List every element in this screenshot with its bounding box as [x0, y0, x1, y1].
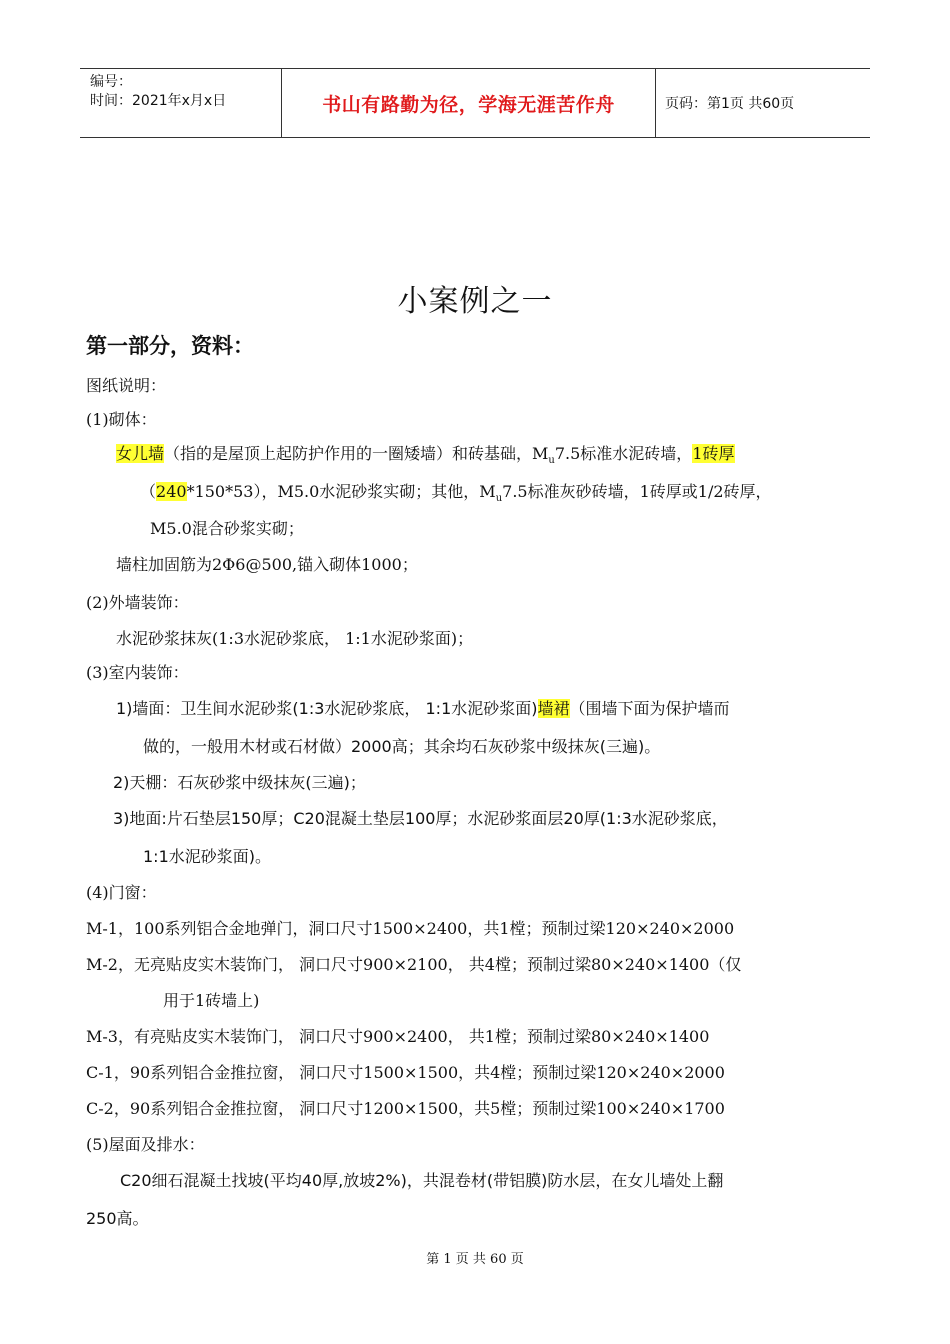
page-footer: 第 1 页 共 60 页: [426, 1252, 524, 1267]
line-c2: C-2，90系列铝合金推拉窗， 洞口尺寸1200×1500，共5樘；预制过梁100×240×1700: [86, 1099, 725, 1118]
line-masonry: (1)砌体：: [86, 410, 157, 429]
line-roof-detail: C20细石混凝土找坡(平均40厚,放坡2%)，共混卷材(带铝膜)防水层，在女儿墙处上翻: [120, 1171, 724, 1190]
line-m2: M-2，无亮贴皮实木装饰门， 洞口尺寸900×2100， 共4樘；预制过梁80×240×1400（仅: [86, 955, 742, 974]
highlight-dado: 墙裙: [537, 699, 570, 718]
line-ceiling: 2)天棚：石灰砂浆中级抹灰(三遍)；: [113, 773, 366, 792]
line-wall-finish: 1)墙面：卫生间水泥砂浆(1:3水泥砂浆底， 1:1水泥砂浆面)墙裙（围墙下面为保护墙而: [116, 699, 730, 718]
line-drawing-notes: 图纸说明：: [86, 376, 167, 395]
line-c1: C-1，90系列铝合金推拉窗， 洞口尺寸1500×1500，共4樘；预制过梁120×240×2000: [86, 1063, 725, 1082]
time-label: 时间：2021年x月x日: [90, 93, 227, 109]
line-rebar: 墙柱加固筋为2Φ6@500,锚入砌体1000；: [116, 555, 418, 574]
highlight-brick-thickness: 1砖厚: [692, 444, 735, 463]
highlight-240: 240: [156, 482, 187, 501]
line-m2-note: 用于1砖墙上): [163, 991, 260, 1010]
header-meta: [80, 69, 280, 137]
line-m3: M-3，有亮贴皮实木装饰门， 洞口尺寸900×2400， 共1樘；预制过梁80×240×1400: [86, 1027, 710, 1046]
page-header: [80, 68, 870, 138]
line-interior: (3)室内装饰：: [86, 663, 189, 682]
line-floor: 3)地面:片石垫层150厚；C20混凝土垫层100厚；水泥砂浆面层20厚(1:3水泥砂浆底，: [113, 809, 728, 828]
line-mortar: M5.0混合砂浆实砌；: [150, 519, 304, 538]
line-brick-size: （240*150*53），M5.0水泥砂浆实砌；其他，$M_u7.5$标准灰砂砖墙，1砖厚或1/2砖厚，: [140, 482, 772, 505]
line-roof-detail-2: 250高。: [86, 1209, 149, 1228]
line-exterior-plaster: 水泥砂浆抹灰(1:3水泥砂浆底， 1:1水泥砂浆面)；: [116, 629, 474, 648]
line-m1: M-1，100系列铝合金地弹门，洞口尺寸1500×2400，共1樘；预制过梁120×240×2000: [86, 919, 735, 938]
line-exterior: (2)外墙装饰：: [86, 593, 189, 612]
header-motto: 书山有路勤为径，学海无涯苦作舟: [281, 69, 656, 137]
highlight-parapet: 女儿墙: [116, 444, 165, 463]
section-heading: 第一部分，资料：: [86, 334, 254, 358]
line-wall-finish-2: 做的，一般用木材或石材做）2000高；其余均石灰砂浆中级抹灰(三遍)。: [143, 737, 661, 756]
header-page-info: 页码：第1页 共60页: [665, 96, 795, 112]
line-parapet: 女儿墙（指的是屋顶上起防护作用的一圈矮墙）和砖基础，$M_u7.5$标准水泥砖墙，1砖厚: [116, 444, 735, 467]
line-doors-windows: (4)门窗：: [86, 883, 157, 902]
line-floor-2: 1:1水泥砂浆面)。: [143, 847, 271, 866]
line-roof: (5)屋面及排水：: [86, 1135, 205, 1154]
number-label: 编号：: [90, 74, 132, 90]
document-title: 小案例之一: [397, 284, 553, 319]
